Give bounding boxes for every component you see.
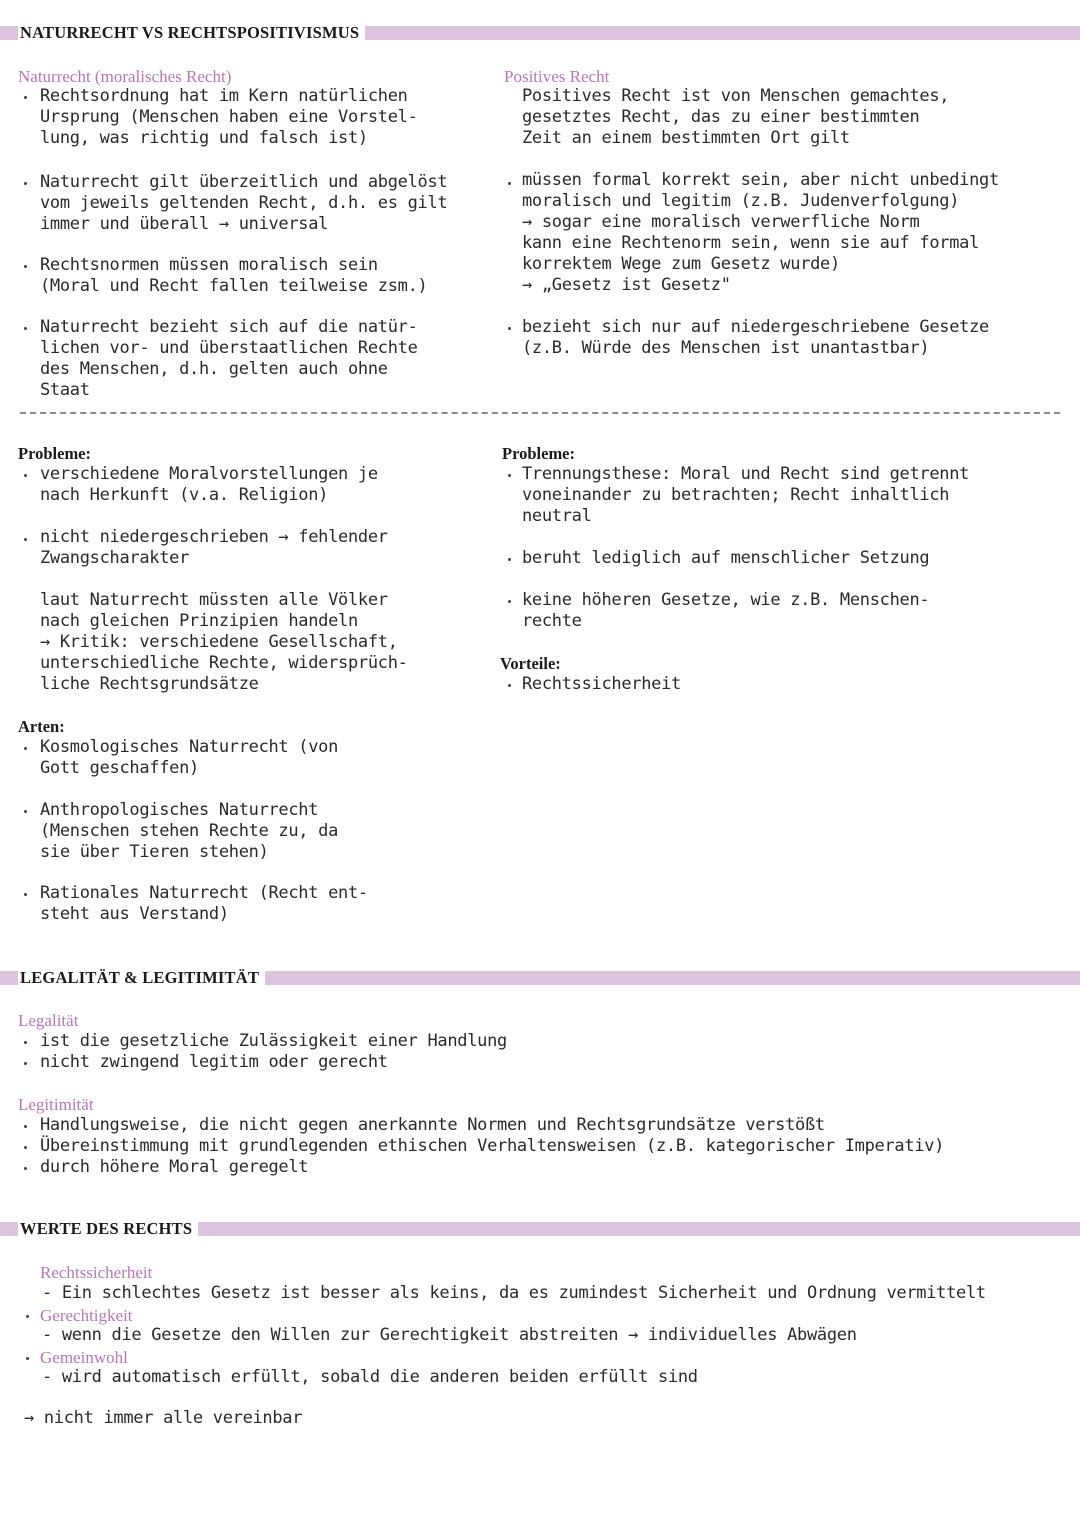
value-text-gerechtigkeit: - wenn die Gesetze den Willen zur Gerechtigkeit abstreiten → individuelles Abwägen [42, 1325, 857, 1345]
bullet-dot [24, 96, 27, 99]
bullet-dot [24, 1125, 27, 1128]
positives-recht-problem-3: keine höheren Gesetze, wie z.B. Menschen- rechte [522, 590, 930, 631]
bullet-dot [24, 1146, 27, 1149]
section-title: WERTE DES RECHTS [18, 1218, 198, 1240]
naturrecht-problem-1: verschiedene Moralvorstellungen je nach Herkunft (v.a. Religion) [40, 464, 378, 505]
legality-point-1: ist die gesetzliche Zulässigkeit einer Handlung [40, 1031, 507, 1051]
naturrecht-problem-3: laut Naturrecht müssten alle Völker nach gleichen Prinzipien handeln → Kritik: verschiedene Gesellschaft, unterschiedliche Rechte, widersprüch- liche Rechtsgrundsätze [40, 590, 408, 694]
naturrecht-types-label: Arten: [18, 717, 65, 736]
legitimacy-point-1: Handlungsweise, die nicht gegen anerkannte Normen und Rechtsgrundsätze verstößt [40, 1115, 825, 1135]
section-title: LEGALITÄT & LEGITIMITÄT [18, 967, 265, 989]
bullet-dot [508, 474, 511, 477]
bullet-dot [508, 684, 511, 687]
positives-recht-problem-2: beruht lediglich auf menschlicher Setzung [522, 548, 930, 568]
bullet-dot [508, 558, 511, 561]
positives-recht-point-1: müssen formal korrekt sein, aber nicht unbedingt moralisch und legitim (z.B. Judenverfolgung) → sogar eine moralisch verwerfliche Norm kann eine Rechtenorm sein, wenn sie auf formal korrektem Wege zum Gesetz wurde) → „Gesetz ist Gesetz" [522, 170, 999, 295]
naturrecht-type-1: Kosmologisches Naturrecht (von Gott geschaffen) [40, 737, 339, 778]
legitimacy-point-3: durch höhere Moral geregelt [40, 1157, 309, 1177]
bullet-dot [24, 747, 27, 750]
bullet-dot [24, 538, 27, 541]
value-heading-gemeinwohl: Gemeinwohl [40, 1348, 128, 1367]
positives-recht-advantage-1: Rechtssicherheit [522, 674, 681, 694]
bullet-dot [24, 327, 27, 330]
value-text-rechtssicherheit: - Ein schlechtes Gesetz ist besser als keins, da es zumindest Sicherheit und Ordnung vermittelt [42, 1283, 986, 1303]
positives-recht-advantages-label: Vorteile: [500, 654, 561, 673]
legitimacy-heading: Legitimität [18, 1095, 94, 1114]
positives-recht-problems-label: Probleme: [502, 444, 576, 463]
naturrecht-point-4: Naturrecht bezieht sich auf die natür- lichen vor- und überstaatlichen Rechte des Menschen, d.h. gelten auch ohne Staat [40, 317, 418, 400]
naturrecht-point-2: Naturrecht gilt überzeitlich und abgelöst vom jeweils geltenden Recht, d.h. es gilt immer und überall → universal [40, 172, 448, 234]
bullet-dot [24, 893, 27, 896]
naturrecht-problems-label: Probleme: [18, 444, 92, 463]
naturrecht-type-3: Rationales Naturrecht (Recht ent- steht aus Verstand) [40, 883, 368, 924]
positives-recht-definition: Positives Recht ist von Menschen gemachtes, gesetztes Recht, das zu einer bestimmten Zeit an einem bestimmten Ort gilt [522, 86, 950, 148]
bullet-dot [508, 182, 511, 185]
naturrecht-problem-2: nicht niedergeschrieben → fehlender Zwangscharakter [40, 527, 388, 568]
dashed-divider [20, 412, 1060, 414]
naturrecht-point-3: Rechtsnormen müssen moralisch sein (Moral und Recht fallen teilweise zsm.) [40, 255, 428, 296]
value-heading-gerechtigkeit: Gerechtigkeit [40, 1306, 133, 1325]
value-text-gemeinwohl: - wird automatisch erfüllt, sobald die anderen beiden erfüllt sind [42, 1367, 698, 1387]
bullet-dot [26, 1315, 29, 1318]
bullet-dot [24, 1167, 27, 1170]
bullet-dot [24, 474, 27, 477]
bullet-dot [24, 810, 27, 813]
legitimacy-point-2: Übereinstimmung mit grundlegenden ethischen Verhaltensweisen (z.B. kategorischer Imperativ) [40, 1136, 945, 1156]
bullet-dot [508, 600, 511, 603]
bullet-dot [508, 327, 511, 330]
naturrecht-type-2: Anthropologisches Naturrecht (Menschen stehen Rechte zu, da sie über Tieren stehen) [40, 800, 339, 862]
value-heading-rechtssicherheit: Rechtssicherheit [40, 1263, 153, 1282]
values-conclusion: → nicht immer alle vereinbar [24, 1408, 303, 1428]
bullet-dot [24, 265, 27, 268]
bullet-dot [24, 1041, 27, 1044]
positives-recht-point-2: bezieht sich nur auf niedergeschriebene Gesetze (z.B. Würde des Menschen ist unantastbar) [522, 317, 989, 358]
legality-point-2: nicht zwingend legitim oder gerecht [40, 1052, 388, 1072]
bullet-dot [24, 182, 27, 185]
positives-recht-heading: Positives Recht [504, 67, 610, 86]
bullet-dot [24, 1062, 27, 1065]
naturrecht-heading: Naturrecht (moralisches Recht) [18, 67, 232, 86]
bullet-dot [26, 1357, 29, 1360]
positives-recht-problem-1: Trennungsthese: Moral und Recht sind getrennt voneinander zu betrachten; Recht inhaltlich neutral [522, 464, 970, 526]
naturrecht-point-1: Rechtsordnung hat im Kern natürlichen Ursprung (Menschen haben eine Vorstel- lung, was richtig und falsch ist) [40, 86, 418, 148]
section-title: NATURRECHT VS RECHTSPOSITIVISMUS [18, 22, 365, 44]
legality-heading: Legalität [18, 1011, 79, 1030]
